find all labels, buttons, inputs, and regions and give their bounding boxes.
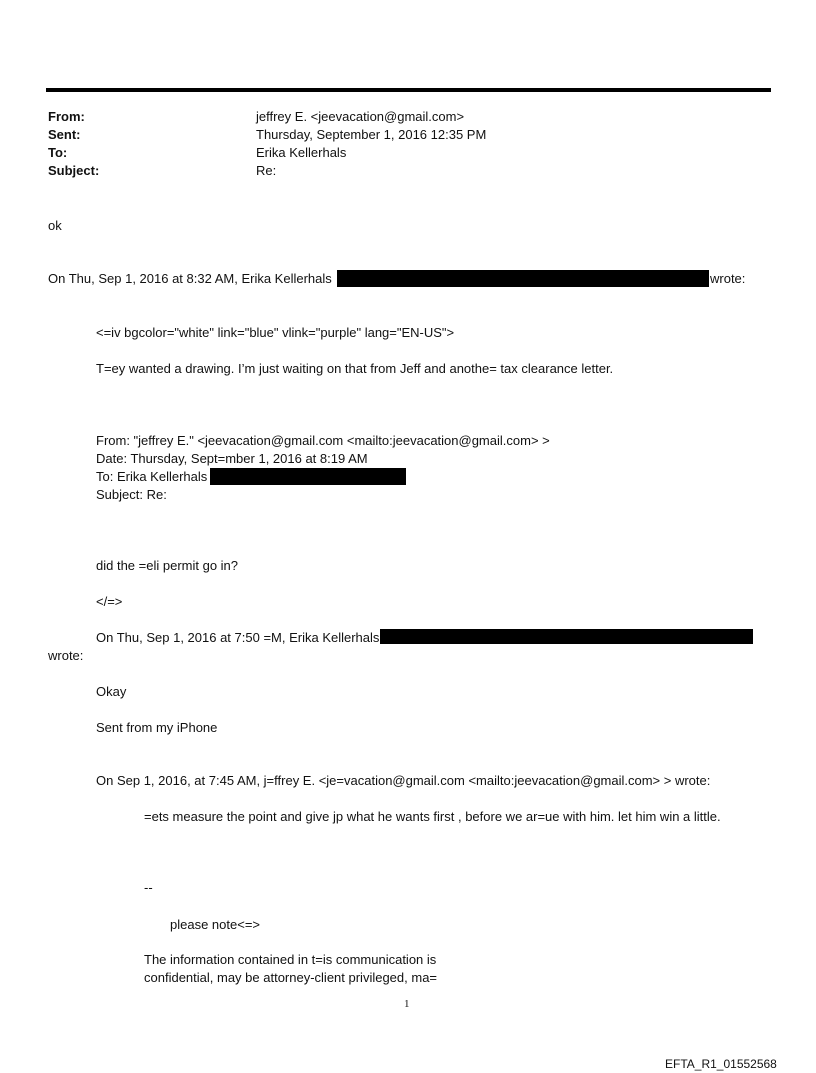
confidential-line-2: confidential, may be attorney-client privileged, ma=: [144, 970, 438, 985]
redaction-block: [380, 629, 753, 644]
subject-value: Re:: [256, 163, 277, 178]
signature-dash: --: [144, 880, 153, 895]
redaction-block: [210, 468, 406, 485]
sent-label: Sent:: [48, 127, 81, 142]
header-rule: [46, 88, 771, 92]
quote1-wrote: wrote:: [710, 271, 746, 286]
quote3-intro: On Sep 1, 2016, at 7:45 AM, j=ffrey E. <je=vacation@gmail.com <mailto:jeevacation@gmail.com> > wrote:: [96, 773, 711, 788]
bates-number: EFTA_R1_01552568: [665, 1057, 777, 1071]
from-label: From:: [48, 109, 85, 124]
subject-label: Subject:: [48, 163, 100, 178]
fwd-to-line: To: Erika Kellerhals: [96, 469, 208, 484]
redaction-block: [337, 270, 709, 287]
from-value: jeffrey E. <jeevacation@gmail.com>: [256, 109, 465, 124]
quote1-intro: On Thu, Sep 1, 2016 at 8:32 AM, Erika Kellerhals: [48, 271, 332, 286]
measure-line: =ets measure the point and give jp what he wants first , before we ar=ue with him. let him win a little.: [144, 809, 721, 824]
please-note-line: please note<=>: [170, 917, 260, 932]
okay-line: Okay: [96, 684, 127, 699]
sent-from-line: Sent from my iPhone: [96, 720, 218, 735]
close-artifact-line: </=>: [96, 594, 123, 609]
html-artifact-line: <=iv bgcolor="white" link="blue" vlink="purple" lang="EN-US">: [96, 325, 455, 340]
quote2-intro: On Thu, Sep 1, 2016 at 7:50 =M, Erika Kellerhals: [96, 630, 380, 645]
to-label: To:: [48, 145, 68, 160]
sent-value: Thursday, September 1, 2016 12:35 PM: [256, 127, 487, 142]
fwd-date-line: Date: Thursday, Sept=mber 1, 2016 at 8:19 AM: [96, 451, 368, 466]
fwd-from-line: From: "jeffrey E." <jeevacation@gmail.com <mailto:jeevacation@gmail.com> >: [96, 433, 550, 448]
quote2-wrote: wrote:: [48, 648, 84, 663]
drawing-line: T=ey wanted a drawing. I’m just waiting on that from Jeff and anothe= tax clearance letter.: [96, 361, 614, 376]
fwd-subject-line: Subject: Re:: [96, 487, 167, 502]
confidential-line-1: The information contained in t=is communication is: [144, 952, 437, 967]
to-value: Erika Kellerhals: [256, 145, 347, 160]
page-number: 1: [404, 998, 410, 1010]
reply-text: ok: [48, 218, 62, 233]
permit-line: did the =eli permit go in?: [96, 558, 239, 573]
